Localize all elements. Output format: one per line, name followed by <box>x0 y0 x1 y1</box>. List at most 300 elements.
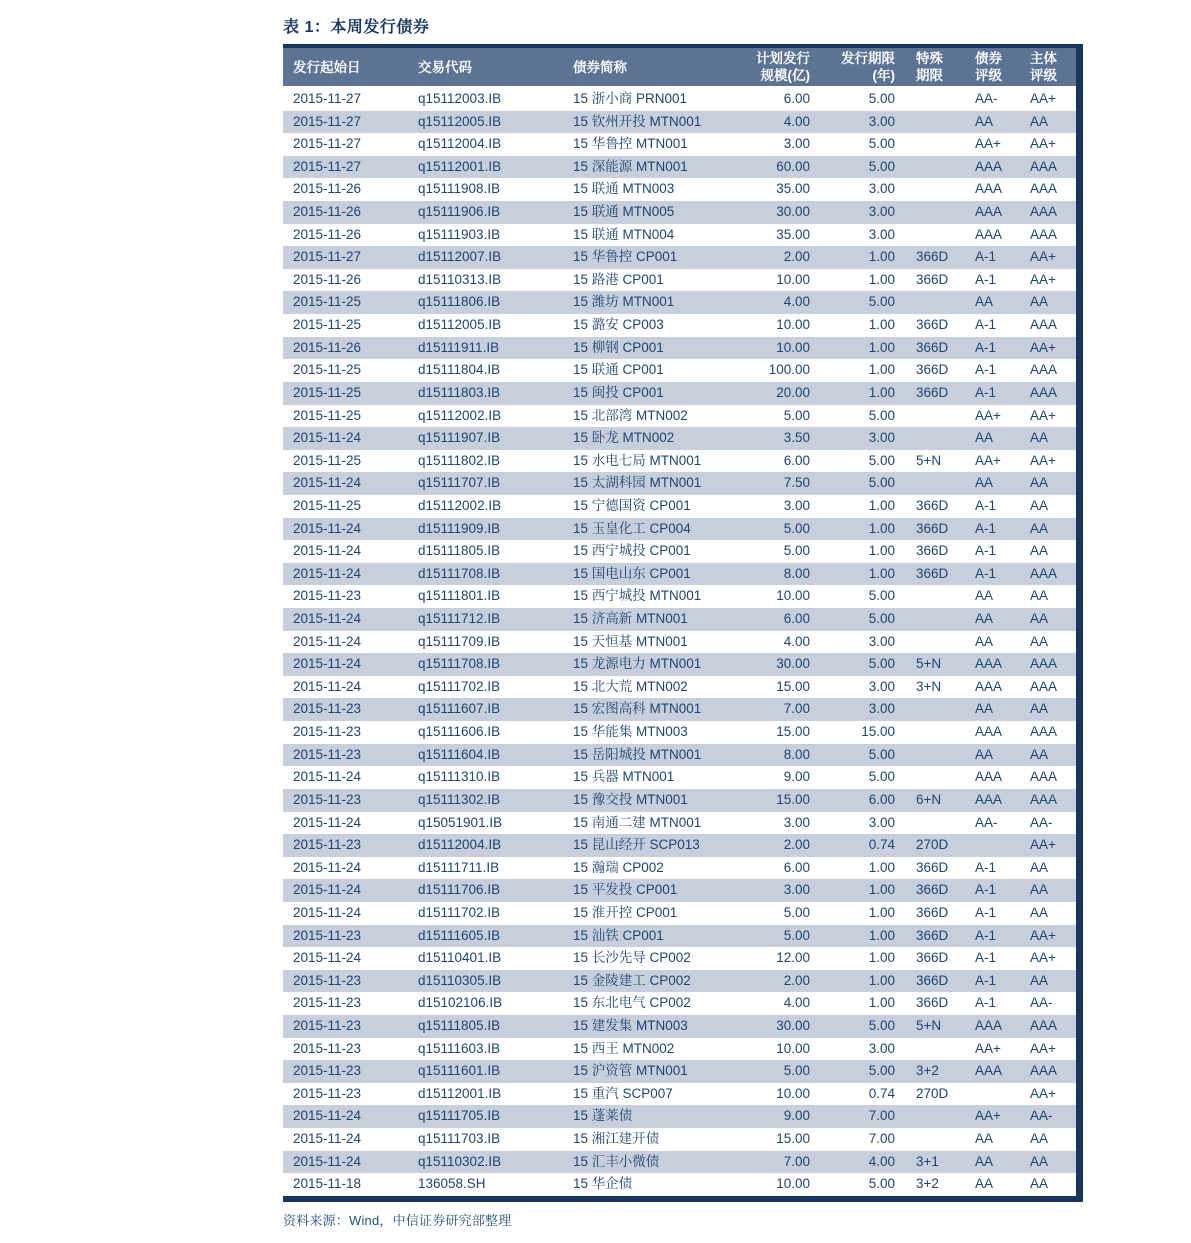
table-cell-planned_issue_size_100m: 10.00 <box>776 1085 810 1101</box>
table-cell-bond_short_name: 15 西宁城投 MTN001 <box>573 588 702 604</box>
table-cell-ticker: q15112004.IB <box>418 136 502 152</box>
table-cell-bond_short_name: 15 华鲁控 CP001 <box>573 249 678 265</box>
table-cell-special_term: 3+2 <box>916 1063 939 1079</box>
table-cell-issue_start_date: 2015-11-23 <box>293 1063 362 1079</box>
column-header-label: 评级 <box>1030 68 1057 83</box>
table-cell-special_term: 3+N <box>916 678 942 694</box>
table-cell-bond_rating: AA+ <box>975 452 1001 468</box>
table-cell-planned_issue_size_100m: 3.00 <box>783 814 810 830</box>
table-cell-planned_issue_size_100m: 10.00 <box>776 1176 810 1192</box>
table-cell-issue_start_date: 2015-11-24 <box>293 656 362 672</box>
table-cell-ticker: q15111703.IB <box>418 1131 501 1147</box>
table-cell-bond_rating: AAA <box>975 158 1003 174</box>
table-cell-issue_start_date: 2015-11-27 <box>293 249 362 265</box>
table-cell-bond_rating: AA <box>975 294 994 310</box>
table-cell-issuer_rating: AA <box>1030 882 1049 898</box>
table-cell-bond_rating: A-1 <box>975 565 997 581</box>
table-cell-planned_issue_size_100m: 5.00 <box>783 543 810 559</box>
table-cell-issue_term_years: 1.00 <box>868 927 895 943</box>
table-cell-bond_rating: AA <box>975 430 994 446</box>
table-cell-issue_start_date: 2015-11-24 <box>293 814 362 830</box>
table-cell-issue_start_date: 2015-11-24 <box>293 1131 362 1147</box>
table-cell-planned_issue_size_100m: 10.00 <box>776 317 810 333</box>
table-cell-issuer_rating: AAA <box>1030 1017 1058 1033</box>
table-cell-special_term: 5+N <box>916 1017 942 1033</box>
table-cell-issue_start_date: 2015-11-23 <box>293 995 362 1011</box>
table-cell-ticker: q15111702.IB <box>418 678 501 694</box>
table-cell-bond_short_name: 15 深能源 MTN001 <box>573 158 688 174</box>
table-header-row <box>283 48 1076 88</box>
table-cell-planned_issue_size_100m: 3.50 <box>783 430 810 446</box>
table-row <box>283 269 1076 292</box>
table-row <box>283 450 1076 473</box>
table-row <box>283 1151 1076 1174</box>
table-cell-special_term <box>895 291 973 314</box>
table-cell-issue_term_years: 5.00 <box>868 1017 895 1033</box>
table-cell-special_term: 366D <box>916 972 949 988</box>
table-cell-ticker: q15111709.IB <box>418 633 501 649</box>
table-cell-bond_rating: AAA <box>975 678 1003 694</box>
table-cell-ticker: q15111707.IB <box>418 475 501 491</box>
table-cell-bond_short_name: 15 天恒基 MTN001 <box>573 633 688 649</box>
table-cell-bond_short_name: 15 重汽 SCP007 <box>573 1085 673 1101</box>
table-cell-issue_term_years: 5.00 <box>868 407 895 423</box>
table-cell-issuer_rating: AAA <box>1030 1063 1058 1079</box>
table-cell-planned_issue_size_100m: 6.00 <box>783 452 810 468</box>
table-cell-special_term: 366D <box>916 339 949 355</box>
table-cell-issue_term_years: 3.00 <box>868 814 895 830</box>
table-cell-issue_term_years: 15.00 <box>861 724 895 740</box>
table-cell-planned_issue_size_100m: 3.00 <box>783 136 810 152</box>
table-cell-issue_term_years: 1.00 <box>868 543 895 559</box>
table-row <box>283 925 1076 948</box>
table-cell-special_term: 366D <box>916 249 949 265</box>
table-cell-bond_rating: A-1 <box>975 317 997 333</box>
table-cell-planned_issue_size_100m: 10.00 <box>776 1040 810 1056</box>
table-row <box>283 608 1076 631</box>
table-cell-issue_term_years: 5.00 <box>868 656 895 672</box>
table-row <box>283 812 1076 835</box>
table-cell-issue_start_date: 2015-11-24 <box>293 882 362 898</box>
table-cell-bond_rating: A-1 <box>975 972 997 988</box>
table-cell-issuer_rating: AA <box>1030 633 1049 649</box>
table-cell-ticker: q15112005.IB <box>418 113 502 129</box>
table-cell-issuer_rating: AAA <box>1030 769 1058 785</box>
table-cell-bond_rating: AA+ <box>975 1108 1001 1124</box>
column-header-bond_short_name <box>573 48 735 86</box>
table-cell-issue_term_years: 3.00 <box>868 430 895 446</box>
table-cell-bond_rating: AAA <box>975 656 1003 672</box>
table-cell-special_term <box>895 631 973 654</box>
table-cell-bond_rating: AA <box>975 633 994 649</box>
table-cell-issue_start_date: 2015-11-26 <box>293 181 362 197</box>
table-cell-planned_issue_size_100m: 2.00 <box>783 837 810 853</box>
table-row <box>283 246 1076 269</box>
table-cell-issue_start_date: 2015-11-25 <box>293 407 362 423</box>
table-cell-bond_short_name: 15 北大荒 MTN002 <box>573 678 688 694</box>
table-cell-issue_start_date: 2015-11-23 <box>293 701 362 717</box>
table-cell-ticker: q15111302.IB <box>418 791 501 807</box>
table-cell-issue_start_date: 2015-11-25 <box>293 452 362 468</box>
table-cell-special_term: 366D <box>916 565 949 581</box>
table-cell-issue_term_years: 7.00 <box>868 1131 895 1147</box>
table-cell-ticker: q15111908.IB <box>418 181 501 197</box>
table-cell-issue_start_date: 2015-11-27 <box>293 136 362 152</box>
table-cell-bond_rating: A-1 <box>975 497 997 513</box>
table-cell-issuer_rating: AAA <box>1030 656 1058 672</box>
table-cell-issue_term_years: 5.00 <box>868 746 895 762</box>
table-cell-issue_term_years: 1.00 <box>868 362 895 378</box>
table-cell-issue_start_date: 2015-11-24 <box>293 1108 362 1124</box>
table-cell-ticker: q15111708.IB <box>418 656 501 672</box>
table-cell-special_term <box>895 156 973 179</box>
table-cell-planned_issue_size_100m: 15.00 <box>776 791 810 807</box>
table-row <box>283 133 1076 156</box>
table-cell-ticker: q15110302.IB <box>418 1153 502 1169</box>
table-cell-bond_rating: A-1 <box>975 271 997 287</box>
table-cell-planned_issue_size_100m: 8.00 <box>783 746 810 762</box>
table-cell-planned_issue_size_100m: 100.00 <box>768 362 810 378</box>
table-cell-issue_term_years: 1.00 <box>868 249 895 265</box>
table-cell-planned_issue_size_100m: 7.00 <box>783 1153 810 1169</box>
table-row <box>283 676 1076 699</box>
table-cell-ticker: q15111806.IB <box>418 294 501 310</box>
table-cell-bond_rating: AAA <box>975 181 1003 197</box>
table-cell-bond_short_name: 15 潍坊 MTN001 <box>573 294 675 310</box>
table-cell-bond_short_name: 15 玉皇化工 CP004 <box>573 520 691 536</box>
table-cell-special_term <box>895 585 973 608</box>
table-cell-issue_start_date: 2015-11-26 <box>293 204 362 220</box>
table-cell-ticker: d15111708.IB <box>418 565 501 581</box>
table-cell-issue_term_years: 5.00 <box>868 91 895 106</box>
table-cell-issuer_rating: AA+ <box>1030 1085 1056 1101</box>
table-cell-planned_issue_size_100m: 5.00 <box>783 407 810 423</box>
table-cell-bond_short_name: 15 国电山东 CP001 <box>573 565 691 581</box>
table-row <box>283 879 1076 902</box>
table-cell-issue_term_years: 3.00 <box>868 226 895 242</box>
table-row <box>283 472 1076 495</box>
table-cell-ticker: d15112001.IB <box>418 1085 502 1101</box>
table-cell-issue_start_date: 2015-11-23 <box>293 972 362 988</box>
table-cell-issuer_rating: AA+ <box>1030 271 1056 287</box>
table-cell-bond_short_name: 15 长沙先导 CP002 <box>573 950 691 966</box>
table-cell-issue_term_years: 5.00 <box>868 588 895 604</box>
table-cell-special_term <box>895 201 973 224</box>
table-cell-bond_short_name: 15 西宁城投 CP001 <box>573 543 691 559</box>
table-cell-issuer_rating: AA <box>1030 294 1049 310</box>
table-cell-issuer_rating: AAA <box>1030 204 1058 220</box>
column-header-ticker <box>418 48 573 86</box>
table-cell-issue_term_years: 1.00 <box>868 859 895 875</box>
table-cell-issue_term_years: 1.00 <box>868 271 895 287</box>
table-cell-bond_short_name: 15 浙小商 PRN001 <box>573 91 688 106</box>
table-cell-bond_short_name: 15 兵器 MTN001 <box>573 769 675 785</box>
table-cell-bond_short_name: 15 豫交投 MTN001 <box>573 791 688 807</box>
table-cell-special_term <box>895 178 973 201</box>
table-cell-planned_issue_size_100m: 6.00 <box>783 91 810 106</box>
table-cell-bond_rating: A-1 <box>975 543 997 559</box>
table-cell-ticker: d15110313.IB <box>418 271 502 287</box>
table-cell-bond_short_name: 15 联通 CP001 <box>573 362 664 378</box>
table-cell-issue_start_date: 2015-11-23 <box>293 724 362 740</box>
table-cell-bond_rating: AA+ <box>975 1040 1001 1056</box>
table-cell-ticker: d15111711.IB <box>418 859 500 875</box>
table-cell-special_term <box>895 1038 973 1061</box>
table-cell-ticker: q15112002.IB <box>418 407 502 423</box>
table-cell-issue_term_years: 1.00 <box>868 565 895 581</box>
column-header-label: 债券简称 <box>573 59 627 75</box>
table-cell-special_term: 5+N <box>916 452 942 468</box>
table-cell-bond_short_name: 15 水电七局 MTN001 <box>573 452 702 468</box>
table-cell-ticker: q15111604.IB <box>418 746 501 762</box>
table-row <box>283 405 1076 428</box>
table-cell-issue_term_years: 1.00 <box>868 317 895 333</box>
table-cell-issuer_rating: AAA <box>1030 181 1058 197</box>
table-row <box>283 88 1076 111</box>
table-cell-bond_rating: A-1 <box>975 950 997 966</box>
column-header-bond_rating <box>973 48 1028 86</box>
table-cell-bond_rating <box>973 834 1028 857</box>
table-cell-bond_rating: AA+ <box>975 136 1001 152</box>
table-row <box>283 427 1076 450</box>
table-cell-planned_issue_size_100m: 3.00 <box>783 882 810 898</box>
table-cell-issue_term_years: 1.00 <box>868 972 895 988</box>
table-cell-bond_rating: A-1 <box>975 859 997 875</box>
table-cell-bond_short_name: 15 华能集 MTN003 <box>573 724 688 740</box>
table-row <box>283 224 1076 247</box>
table-cell-special_term: 366D <box>916 362 949 378</box>
table-cell-bond_short_name: 15 济高新 MTN001 <box>573 611 688 627</box>
table-cell-bond_short_name: 15 蓬莱债 <box>573 1108 633 1124</box>
table-cell-issue_term_years: 1.00 <box>868 384 895 400</box>
table-cell-special_term: 366D <box>916 543 949 559</box>
table-cell-issue_start_date: 2015-11-18 <box>293 1176 362 1192</box>
column-header-label: 规模(亿) <box>760 68 810 83</box>
table-cell-planned_issue_size_100m: 4.00 <box>783 995 810 1011</box>
table-cell-bond_rating: AA- <box>975 814 998 830</box>
table-cell-issue_start_date: 2015-11-25 <box>293 317 362 333</box>
table-cell-issue_start_date: 2015-11-24 <box>293 520 362 536</box>
table-cell-issuer_rating: AA <box>1030 859 1049 875</box>
table-cell-special_term: 3+1 <box>916 1153 939 1169</box>
table-cell-issue_term_years: 1.00 <box>868 950 895 966</box>
table-row <box>283 1038 1076 1061</box>
table-cell-special_term: 5+N <box>916 656 942 672</box>
table-cell-issue_term_years: 5.00 <box>868 1063 895 1079</box>
table-row <box>283 111 1076 134</box>
table-cell-ticker: q15111705.IB <box>418 1108 501 1124</box>
table-cell-bond_rating: AA <box>975 1131 994 1147</box>
table-cell-special_term: 366D <box>916 497 949 513</box>
table-cell-issue_term_years: 6.00 <box>868 791 895 807</box>
table-cell-issue_term_years: 5.00 <box>868 1176 895 1192</box>
table-cell-bond_rating: AAA <box>975 791 1003 807</box>
column-header-label: 期限 <box>916 68 943 83</box>
table-cell-ticker: d15111911.IB <box>418 339 500 355</box>
table-cell-planned_issue_size_100m: 2.00 <box>783 972 810 988</box>
table-row <box>283 1128 1076 1151</box>
table-cell-bond_rating: A-1 <box>975 882 997 898</box>
table-cell-planned_issue_size_100m: 2.00 <box>783 249 810 265</box>
table-cell-planned_issue_size_100m: 7.00 <box>783 701 810 717</box>
table-cell-planned_issue_size_100m: 9.00 <box>783 769 810 785</box>
table-cell-special_term <box>895 608 973 631</box>
table-cell-issuer_rating: AA+ <box>1030 927 1056 943</box>
table-cell-issuer_rating: AA+ <box>1030 1040 1056 1056</box>
table-cell-issue_start_date: 2015-11-23 <box>293 837 362 853</box>
table-row <box>283 766 1076 789</box>
table-cell-ticker: q15111310.IB <box>418 769 501 785</box>
table-cell-ticker: d15110401.IB <box>418 950 502 966</box>
table-cell-issue_start_date: 2015-11-24 <box>293 611 362 627</box>
table-cell-issue_term_years: 7.00 <box>868 1108 895 1124</box>
table-cell-special_term: 366D <box>916 995 949 1011</box>
table-row <box>283 156 1076 179</box>
table-cell-issue_start_date: 2015-11-24 <box>293 430 362 446</box>
bond-issuance-table <box>283 44 1083 1202</box>
table-cell-planned_issue_size_100m: 4.00 <box>783 294 810 310</box>
table-cell-issue_term_years: 3.00 <box>868 678 895 694</box>
table-cell-ticker: q15111903.IB <box>418 226 501 242</box>
table-cell-bond_short_name: 15 路港 CP001 <box>573 271 664 287</box>
table-cell-bond_rating: A-1 <box>975 904 997 920</box>
table-cell-issuer_rating: AA- <box>1030 995 1053 1011</box>
table-cell-special_term: 366D <box>916 859 949 875</box>
table-cell-issue_start_date: 2015-11-27 <box>293 91 362 106</box>
table-cell-ticker: q15111603.IB <box>418 1040 501 1056</box>
table-cell-special_term: 3+2 <box>916 1176 939 1192</box>
table-row <box>283 834 1076 857</box>
table-cell-special_term <box>895 1105 973 1128</box>
table-cell-bond_rating: AAA <box>975 1063 1003 1079</box>
table-cell-issuer_rating: AA+ <box>1030 136 1056 152</box>
table-cell-special_term <box>895 472 973 495</box>
table-row <box>283 1173 1076 1196</box>
source-note: 资料来源：Wind，中信证券研究部整理 <box>283 1212 512 1228</box>
table-cell-bond_rating: AA <box>975 1153 994 1169</box>
table-cell-bond_rating: AA <box>975 475 994 491</box>
table-row <box>283 698 1076 721</box>
table-cell-bond_rating: AAA <box>975 226 1003 242</box>
column-header-label: 债券 <box>975 51 1002 66</box>
table-cell-bond_short_name: 15 西王 MTN002 <box>573 1040 675 1056</box>
table-cell-special_term <box>895 88 973 111</box>
table-cell-issuer_rating: AA <box>1030 972 1049 988</box>
table-cell-issuer_rating: AAA <box>1030 226 1058 242</box>
table-cell-issue_start_date: 2015-11-23 <box>293 927 362 943</box>
table-cell-bond_short_name: 15 宏图高科 MTN001 <box>573 701 702 717</box>
table-cell-issue_term_years: 5.00 <box>868 452 895 468</box>
table-row <box>283 314 1076 337</box>
table-cell-issue_start_date: 2015-11-26 <box>293 271 362 287</box>
table-cell-issue_term_years: 1.00 <box>868 520 895 536</box>
table-cell-special_term: 366D <box>916 927 949 943</box>
table-cell-planned_issue_size_100m: 9.00 <box>783 1108 810 1124</box>
table-cell-issue_start_date: 2015-11-24 <box>293 859 362 875</box>
table-cell-issuer_rating: AA+ <box>1030 249 1056 265</box>
table-cell-ticker: q15051901.IB <box>418 814 503 830</box>
table-cell-issue_term_years: 5.00 <box>868 611 895 627</box>
table-cell-bond_short_name: 15 闽投 CP001 <box>573 384 664 400</box>
table-cell-ticker: d15102106.IB <box>418 995 503 1011</box>
table-cell-issue_term_years: 3.00 <box>868 633 895 649</box>
table-cell-bond_short_name: 15 太湖科园 MTN001 <box>573 475 702 491</box>
table-cell-planned_issue_size_100m: 15.00 <box>776 1131 810 1147</box>
table-cell-issuer_rating: AAA <box>1030 384 1058 400</box>
table-cell-issue_term_years: 4.00 <box>868 1153 895 1169</box>
table-cell-issue_term_years: 5.00 <box>868 475 895 491</box>
table-cell-issue_start_date: 2015-11-27 <box>293 158 362 174</box>
table-cell-issue_term_years: 3.00 <box>868 181 895 197</box>
table-cell-issuer_rating: AA <box>1030 1131 1049 1147</box>
table-cell-issuer_rating: AAA <box>1030 317 1058 333</box>
table-cell-special_term: 366D <box>916 904 949 920</box>
table-cell-bond_rating: AAA <box>975 204 1003 220</box>
table-cell-issue_start_date: 2015-11-23 <box>293 791 362 807</box>
table-cell-bond_rating: A-1 <box>975 927 997 943</box>
table-cell-special_term: 366D <box>916 882 949 898</box>
table-cell-issue_start_date: 2015-11-24 <box>293 904 362 920</box>
table-cell-bond_short_name: 15 宁德国资 CP001 <box>573 497 691 513</box>
table-cell-issue_start_date: 2015-11-24 <box>293 565 362 581</box>
table-cell-planned_issue_size_100m: 5.00 <box>783 927 810 943</box>
table-cell-bond_short_name: 15 汇丰小微债 <box>573 1153 660 1169</box>
table-cell-bond_short_name: 15 潞安 CP003 <box>573 317 664 333</box>
table-cell-issuer_rating: AAA <box>1030 724 1058 740</box>
table-cell-ticker: d15112007.IB <box>418 249 502 265</box>
table-cell-bond_short_name: 15 钦州开投 MTN001 <box>573 113 702 129</box>
table-cell-issuer_rating: AA <box>1030 113 1049 129</box>
table-cell-issuer_rating: AA+ <box>1030 837 1056 853</box>
table-cell-issuer_rating: AAA <box>1030 565 1058 581</box>
column-header-label: 特殊 <box>916 51 943 66</box>
table-cell-issue_term_years: 5.00 <box>868 294 895 310</box>
table-cell-planned_issue_size_100m: 10.00 <box>776 588 810 604</box>
table-cell-planned_issue_size_100m: 6.00 <box>783 859 810 875</box>
table-row <box>283 653 1076 676</box>
table-cell-special_term <box>895 111 973 134</box>
column-header-label: 计划发行 <box>756 51 810 66</box>
table-cell-special_term <box>895 405 973 428</box>
table-cell-ticker: q15111712.IB <box>418 611 501 627</box>
table-cell-bond_rating: AA <box>975 113 994 129</box>
table-cell-special_term: 366D <box>916 271 949 287</box>
table-cell-planned_issue_size_100m: 30.00 <box>776 656 810 672</box>
table-cell-ticker: d15112004.IB <box>418 837 502 853</box>
table-cell-ticker: d15111702.IB <box>418 904 501 920</box>
table-cell-bond_rating: AA- <box>975 91 998 106</box>
table-cell-planned_issue_size_100m: 15.00 <box>776 724 810 740</box>
table-cell-issue_start_date: 2015-11-24 <box>293 1153 362 1169</box>
table-row <box>283 721 1076 744</box>
table-cell-issue_term_years: 5.00 <box>868 158 895 174</box>
table-cell-special_term: 270D <box>916 837 949 853</box>
column-header-label: 发行期限 <box>841 51 895 66</box>
table-cell-planned_issue_size_100m: 15.00 <box>776 678 810 694</box>
table-cell-ticker: q15112001.IB <box>418 158 502 174</box>
table-cell-special_term: 6+N <box>916 791 942 807</box>
table-cell-bond_short_name: 15 联通 MTN004 <box>573 226 675 242</box>
table-cell-ticker: q15112003.IB <box>418 91 502 106</box>
table-cell-ticker: d15112005.IB <box>418 317 502 333</box>
table-cell-issue_start_date: 2015-11-23 <box>293 588 362 604</box>
table-cell-issue_term_years: 5.00 <box>868 136 895 152</box>
table-cell-bond_short_name: 15 联通 MTN003 <box>573 181 675 197</box>
table-cell-planned_issue_size_100m: 7.50 <box>783 475 810 491</box>
table-cell-special_term <box>895 698 973 721</box>
table-cell-bond_short_name: 15 北部湾 MTN002 <box>573 407 688 423</box>
column-header-label: 交易代码 <box>418 59 472 75</box>
